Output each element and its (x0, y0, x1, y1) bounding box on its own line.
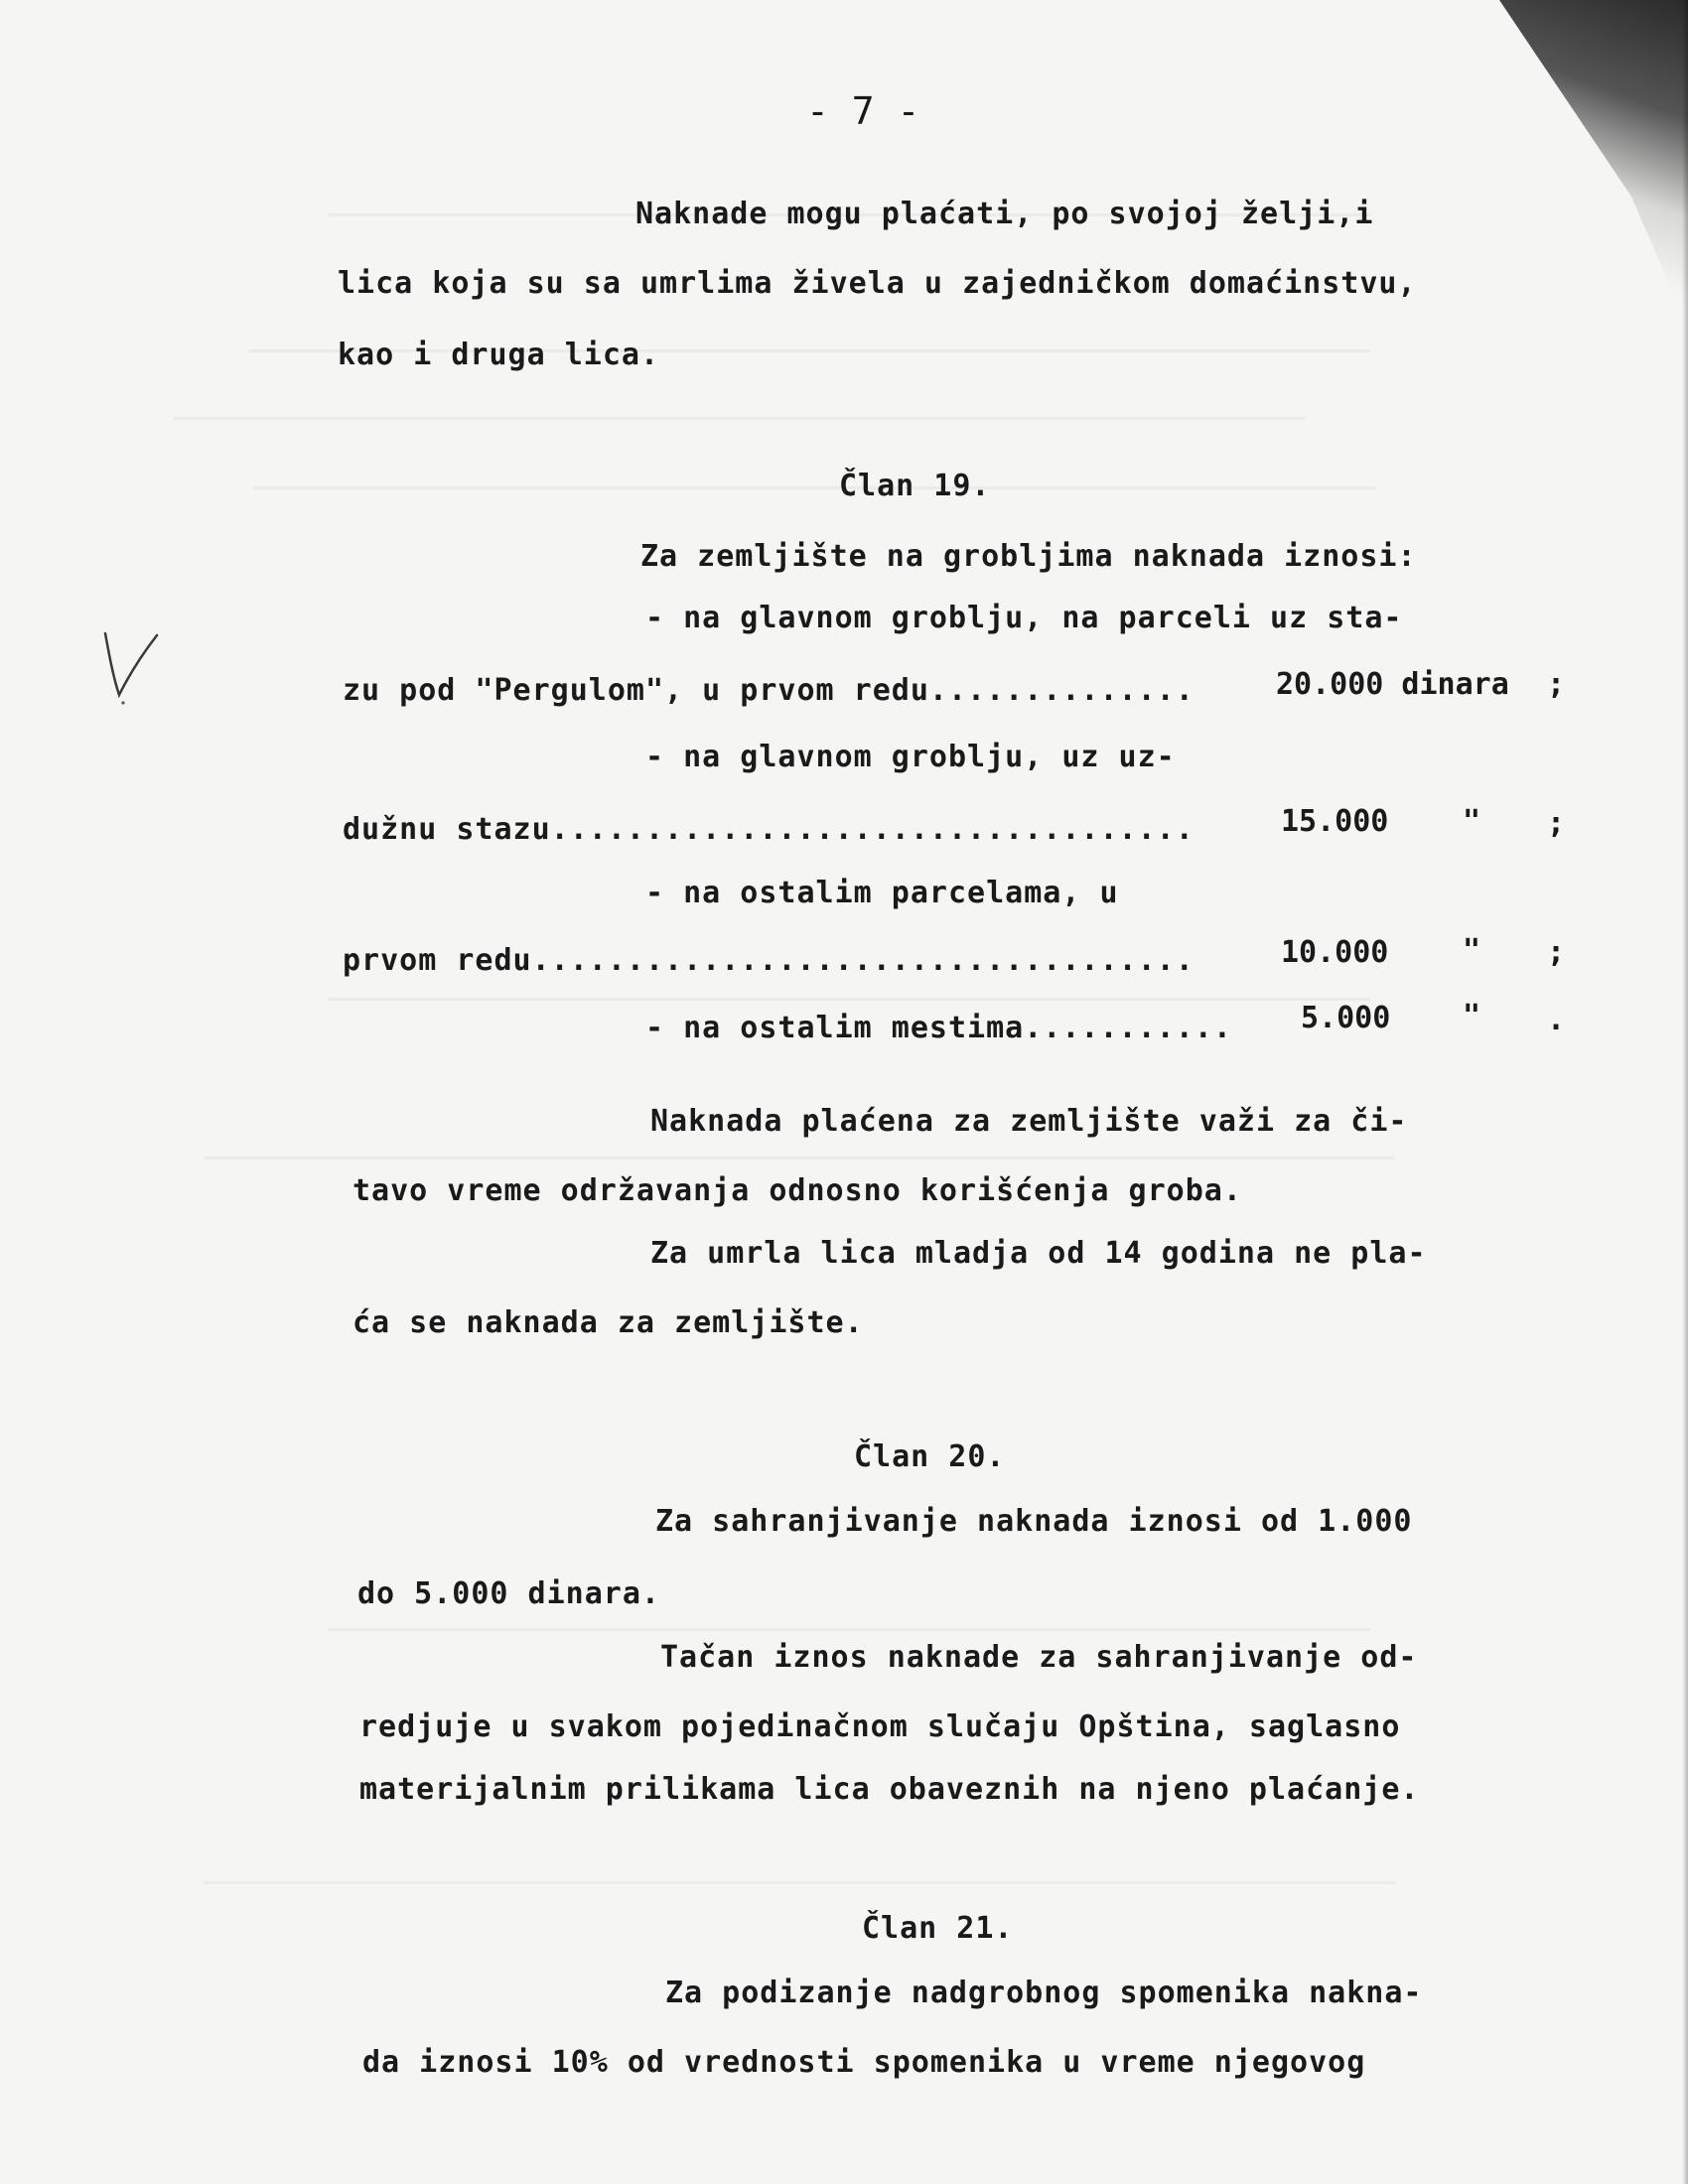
article-heading: Član 19. (839, 469, 991, 503)
paragraph-line: materijalnim prilikama lica obaveznih na njeno plaćanje. (359, 1772, 1420, 1807)
paragraph-line: da iznosi 10% od vrednosti spomenika u vreme njegovog (362, 2045, 1366, 2080)
fee-item-line: dužnu stazu.................................. (343, 812, 1195, 847)
page-number: - 7 - (806, 89, 920, 133)
handwritten-check-mark (95, 625, 165, 705)
paragraph-line: ća se naknada za zemljište. (352, 1305, 864, 1340)
fee-item-line: - na glavnom groblju, uz uz- (645, 740, 1176, 774)
fee-amount: 10.000 (1281, 935, 1389, 970)
article-intro: Za zemljište na grobljima naknada iznosi: (640, 539, 1417, 574)
fee-item-line: - na glavnom groblju, na parceli uz sta- (645, 601, 1403, 635)
article-heading: Član 21. (862, 1911, 1014, 1946)
fee-punctuation: ; (1547, 667, 1566, 702)
fee-amount: 15.000 (1281, 804, 1389, 839)
fee-ditto-mark: " (1463, 804, 1481, 839)
paragraph-line: Naknada plaćena za zemljište važi za či- (650, 1104, 1408, 1139)
paragraph-line: redjuje u svakom pojedinačnom slučaju Opština, saglasno (359, 1709, 1401, 1744)
paragraph-line: Za podizanje nadgrobnog spomenika nakna- (665, 1976, 1423, 2010)
paragraph-line: tavo vreme održavanja odnosno korišćenja groba. (352, 1173, 1242, 1208)
paragraph-line: kao i druga lica. (338, 338, 660, 372)
fee-amount: 5.000 (1301, 1001, 1391, 1035)
fee-amount: 20.000 dinara (1276, 667, 1509, 702)
fee-punctuation: ; (1547, 935, 1566, 970)
paragraph-line: Za sahranjivanje naknada iznosi od 1.000 (655, 1504, 1413, 1539)
paragraph-line: Tačan iznos naknade za sahranjivanje od- (660, 1640, 1418, 1675)
scan-edge-shadow (1682, 0, 1688, 2184)
fee-punctuation: ; (1547, 806, 1566, 841)
paragraph-line: Za umrla lica mladja od 14 godina ne pla- (650, 1236, 1427, 1271)
fee-item-line: zu pod "Pergulom", u prvom redu.............. (343, 673, 1195, 708)
article-heading: Član 20. (854, 1439, 1006, 1474)
fee-punctuation: . (1547, 1003, 1566, 1037)
fee-item-line: - na ostalim mestima........... (645, 1011, 1232, 1045)
fee-item-line: - na ostalim parcelama, u (645, 876, 1119, 910)
fee-ditto-mark: " (1463, 933, 1481, 968)
fee-ditto-mark: " (1463, 999, 1481, 1033)
paragraph-line: lica koja su sa umrlima živela u zajedničkom domaćinstvu, (338, 266, 1417, 301)
paragraph-line: do 5.000 dinara. (357, 1576, 660, 1611)
fee-item-line: prvom redu................................... (343, 943, 1195, 978)
paragraph-line: Naknade mogu plaćati, po svojoj želji,i (635, 197, 1374, 231)
scan-corner-shadow (1499, 0, 1688, 328)
